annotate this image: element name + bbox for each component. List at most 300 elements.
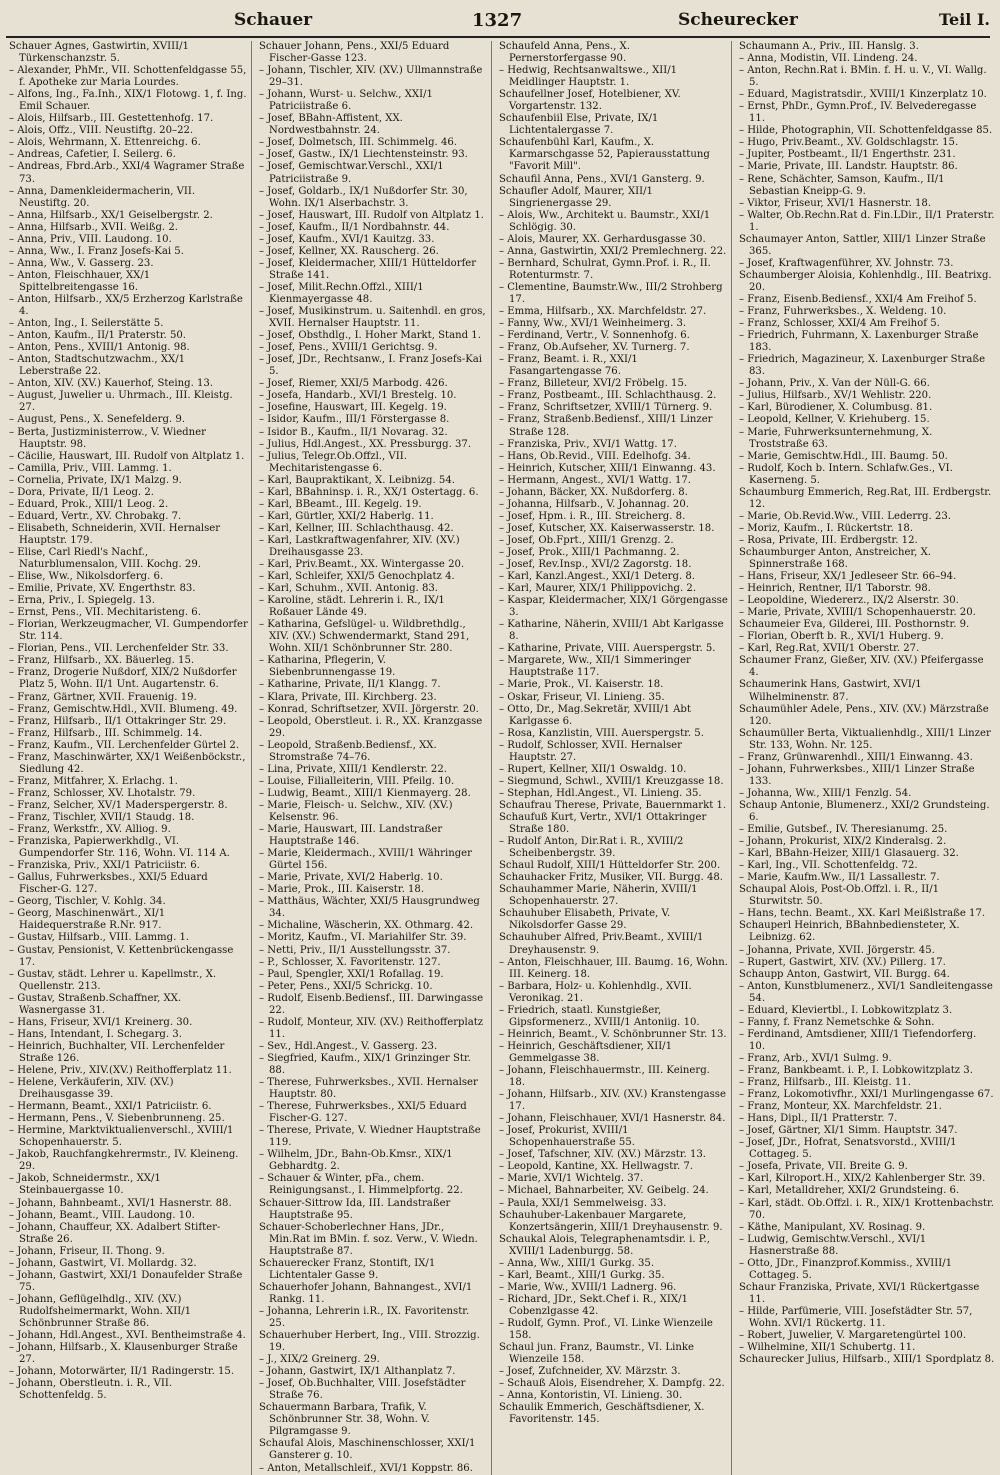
- directory-entry: – Josef, Gastw., IX/1 Liechtensteinstr. 93.: [259, 149, 468, 161]
- directory-entry: – Rupert, Gastwirt, XIV. (XV.) Pillerg. 17.: [739, 956, 946, 968]
- directory-entry: – Johann, Fleischhauer, XVI/1 Hasnerstr. 84.: [499, 1113, 726, 1125]
- directory-entry: – Josef, Kaufm., II/1 Nordbahnstr. 44.: [259, 221, 450, 233]
- directory-entry: – Karl, Kilroport.H., XIX/2 Kahlenberger Str. 39.: [739, 1173, 986, 1185]
- directory-entry: – Lina, Private, XIII/1 Kendlerstr. 22.: [259, 763, 447, 775]
- directory-entry: – Anna, Ww., V. Gasserg. 23.: [9, 257, 154, 269]
- directory-entry: – Paul, Spengler, XXI/1 Rofallag. 19.: [259, 968, 444, 980]
- directory-entry: – Marie, Kaufm.Ww., II/1 Lassallestr. 7.: [739, 872, 940, 884]
- directory-entry: – Anna, Hilfsarb., XVII. Weißg. 2.: [9, 221, 178, 233]
- directory-entry: – Franz, Hilfsarb., II/1 Ottakringer Str. 29.: [9, 715, 227, 727]
- directory-entry: Schaumann A., Priv., III. Hanslg. 3.: [739, 41, 919, 52]
- directory-entry: – Rudolf, Gymn. Prof., VI. Linke Wienzeile 158.: [499, 1317, 713, 1342]
- directory-entry: Schauerhuber Herbert, Ing., VIII. Strozzig. 19.: [259, 1330, 480, 1354]
- directory-entry: – Franz, Gärtner, XVII. Frauenig. 19.: [9, 691, 197, 703]
- directory-entry: – Moritz, Kaufm., VI. Mariahilfer Str. 39.: [259, 932, 467, 944]
- directory-entry: – Katharine, Näherin, XVIII/1 Abt Karlgasse 8.: [499, 619, 724, 643]
- directory-entry: – Rupert, Kellner, XII/1 Oswaldg. 10.: [499, 763, 687, 775]
- directory-entry: – Florian, Werkzeugmacher, VI. Gumpendorfer Str. 114.: [9, 619, 248, 643]
- directory-entry: – Karl, BBahn-Heizer, XIII/1 Glasauerg. 32.: [739, 848, 959, 860]
- directory-entry: – Johann, Bäcker, XX. Nußdorferg. 8.: [499, 486, 688, 498]
- directory-entry: – Georg, Tischler, V. Kohlg. 34.: [9, 896, 166, 908]
- directory-entry: – Franz, Beamt. i. R., XXI/1 Fasangartengasse 76.: [499, 354, 638, 378]
- directory-entry: – Katharina, Gefslügel- u. Wildbrethdlg., XIV. (XV.) Schwendermarkt, Stand 291, Wohn. XII/1 Schönbrunner Str. 280.: [259, 619, 470, 655]
- directory-entry: Schaufal Alois, Maschinenschlosser, XXI/1 Gansterer g. 10.: [259, 1438, 476, 1462]
- directory-entry: Schaumayer Anton, Sattler, XIII/1 Linzer Straße 365.: [739, 233, 986, 257]
- directory-entry: – Josef, Prok., XIII/1 Pachmanng. 2.: [499, 546, 680, 558]
- directory-entry: – Rudolf, Eisenb.Bediensf., III. Darwingasse 22.: [259, 992, 484, 1016]
- directory-entry: – Jupiter, Postbeamt., II/1 Engerthstr. 231.: [739, 149, 956, 161]
- page-number: 1327: [472, 10, 523, 31]
- directory-entry: – Hermann, Angest., XVI/1 Wattg. 17.: [499, 474, 692, 486]
- directory-entry: – Sev., Hdl.Angest., V. Gasserg. 23.: [259, 1040, 438, 1052]
- directory-entry: – Johanna, Hilfsarb., V. Johannag. 20.: [499, 498, 689, 510]
- directory-entry: – Karl, Metalldreher, XXI/2 Grundsteing. 6.: [739, 1185, 960, 1197]
- directory-entry: – Johann, Gastwirt, VI. Mollardg. 32.: [9, 1257, 197, 1269]
- directory-entry: Schauer-Sittrow Ida, III. Landstraßer Hauptstraße 95.: [259, 1197, 451, 1221]
- directory-entry: – Isidor, Kaufm., III/1 Förstergasse 8.: [259, 414, 450, 426]
- directory-entry: – Josefa, Private, VII. Breite G. 9.: [739, 1161, 908, 1173]
- directory-entry: Schauermann Barbara, Trafik, V. Schönbrunner Str. 38, Wohn. V. Pilgramgasse 9.: [259, 1402, 430, 1438]
- directory-entry: – Wilhelm, JDr., Bahn-Ob.Kmsr., XIX/1 Gebhardtg. 2.: [259, 1149, 453, 1173]
- directory-entry: – Netti, Priv., II/1 Ausstellungsstr. 37.: [259, 944, 451, 956]
- directory-entry: – Karoline, städt. Lehrerin i. R., IX/1 Roßauer Lände 49.: [259, 595, 445, 619]
- directory-entry: – Karl, Gürtler, XXI/2 Haberlg. 11.: [259, 510, 434, 522]
- directory-entry: – Johann, Prokurist, XIX/2 Kinderalsg. 2.: [739, 836, 947, 848]
- directory-entry: – Gustav, städt. Lehrer u. Kapellmstr., X. Quellenstr. 213.: [9, 968, 217, 992]
- directory-entry: – Franz, Schlosser, XV. Lhotalstr. 79.: [9, 787, 196, 799]
- directory-entry: – Josefa, Handarb., XVI/1 Brestelg. 10.: [259, 390, 457, 402]
- column-3: [496, 41, 732, 1475]
- directory-entry: – Katharine, Private, II/1 Klangg. 7.: [259, 679, 441, 691]
- directory-entry: – Rene, Schächter, Samson, Kaufm., II/1 Sebastian Kneipp-G. 9.: [739, 173, 945, 197]
- directory-entry: – Marie, Prok., III. Kaiserstr. 18.: [259, 884, 425, 896]
- directory-entry: – Karl, Schuhm., XVII. Antonig. 83.: [259, 583, 439, 595]
- directory-entry: – Katharina, Pflegerin, V. Siebenbrunnengasse 19.: [259, 655, 396, 679]
- directory-entry: – Alois, Maurer, XX. Gerhardusgasse 30.: [499, 233, 706, 245]
- directory-entry: – Josef, Ob.Buchhalter, VIII. Josefstädter Straße 76.: [259, 1378, 466, 1402]
- directory-entry: – Marie, Fuhrwerksunternehmung, X. Troststraße 63.: [739, 426, 933, 450]
- directory-entry: – Marie, Hauswart, III. Landstraßer Hauptstraße 146.: [259, 824, 443, 848]
- directory-entry: – Heinrich, Geschäftsdiener, XII/1 Gemmelgasse 38.: [499, 1040, 672, 1064]
- directory-entry: – Franz, Lokomotivfhr., XXI/1 Murlingengasse 67.: [739, 1089, 994, 1101]
- directory-entry: – Karl, Kanzl.Angest., XXI/1 Deterg. 8.: [499, 571, 696, 583]
- directory-entry: – Josef, Kellner, XX. Rauscherg. 26.: [259, 245, 439, 257]
- directory-entry: – Johann, Hdl.Angest., XVI. Bentheimstraße 4.: [9, 1330, 246, 1342]
- directory-entry: – Josefine, Hauswart, III. Kegelg. 19.: [259, 402, 447, 414]
- directory-entry: – Otto, Dr., Mag.Sekretär, XVIII/1 Abt Karlgasse 6.: [499, 703, 691, 727]
- directory-entry: – Anna, Priv., VIII. Laudong. 10.: [9, 233, 172, 245]
- directory-entry: – Rudolf Anton, Dir.Rat i. R., XVIII/2 Scheibenbergstr. 39.: [499, 836, 684, 860]
- directory-entry: – Karl, BBahninsp. i. R., XX/1 Ostertagg. 6.: [259, 486, 479, 498]
- directory-entry: Schaufenbiil Else, Private, IX/1 Lichtentalergasse 7.: [499, 113, 659, 137]
- directory-entry: – Josef, Dolmetsch, III. Schimmelg. 46.: [259, 137, 458, 149]
- header-first-entry: Schauer: [234, 10, 313, 30]
- directory-entry: Schauer-Schoberlechner Hans, JDr., Min.Rat im BMin. f. soz. Verw., V. Wiedn. Hauptstraße 87.: [259, 1221, 478, 1257]
- directory-entry: – Anna, Ww., XIII/1 Gurkg. 35.: [499, 1257, 655, 1269]
- directory-entry: Schaumerink Hans, Gastwirt, XVI/1 Wilhelminenstr. 87.: [739, 679, 922, 703]
- directory-entry: – Louise, Filialleiterin, VIII. Pfeilg. 10.: [259, 775, 455, 787]
- directory-entry: – Richard, JDr., Sekt.Chef i. R., XIX/1 Cobenzlgasse 42.: [499, 1293, 688, 1317]
- directory-entry: – Erna, Priv., I. Spiegelg. 13.: [9, 595, 155, 607]
- directory-entry: Schaulik Emmerich, Geschäftsdiener, X. Favoritenstr. 145.: [499, 1402, 705, 1426]
- directory-entry: – Ernst, Pens., VII. Mechitaristeng. 6.: [9, 607, 201, 619]
- directory-entry: – Isidor B., Kaufm., II/1 Novarag. 32.: [259, 426, 448, 438]
- directory-entry: – Johann, Hilfsarb., XIV. (XV.) Kranstengasse 17.: [499, 1089, 726, 1113]
- directory-entry: Schauhuber-Lakenbauer Margarete, Konzertsängerin, XIII/1 Dreyhausenstr. 9.: [499, 1209, 723, 1233]
- directory-entry: Schaupp Anton, Gastwirt, VII. Burgg. 64.: [739, 968, 950, 980]
- directory-entry: – Wilhelmine, XII/1 Schubertg. 11.: [739, 1342, 916, 1354]
- directory-entry: – Rosa, Private, III. Erdbergstr. 12.: [739, 534, 918, 546]
- directory-entry: – Rosa, Kanzlistin, VIII. Auerspergstr. 5.: [499, 727, 704, 739]
- directory-entry: – Anna, Hilfsarb., XX/1 Geiselbergstr. 2.: [9, 209, 213, 221]
- directory-entry: – Robert, Juwelier, V. Margaretengürtel 100.: [739, 1330, 967, 1342]
- directory-entry: – Johann, Wurst- u. Selchw., XXI/1 Patriciistraße 6.: [259, 89, 433, 113]
- directory-entry: – Michaline, Wäscherin, XX. Othmarg. 42.: [259, 920, 474, 932]
- directory-entry: – Josef, Obsthdlg., I. Hoher Markt, Stand 1.: [259, 330, 481, 342]
- directory-entry: – Franz, Maschinwärter, XX/1 Weißenböckstr., Siedlung 42.: [9, 751, 246, 775]
- directory-entry: – Ludwig, Beamt., XIII/1 Kienmayerg. 28.: [259, 787, 471, 799]
- directory-entry: Schaufuß Kurt, Vertr., XVI/1 Ottakringer Straße 180.: [499, 812, 707, 836]
- directory-entry: – Bernhard, Schulrat, Gymn.Prof. i. R., II. Rotenturmstr. 7.: [499, 257, 711, 281]
- directory-entry: – Alois, Offz., VIII. Neustiftg. 20–22.: [9, 125, 194, 137]
- directory-entry: – Elise, Carl Riedl's Nachf., Naturblumensalon, VIII. Kochg. 29.: [9, 546, 201, 571]
- directory-entry: – Karl, Reg.Rat, XVII/1 Oberstr. 27.: [739, 643, 920, 655]
- directory-entry: – Friedrich, Fuhrmann, X. Laxenburger Straße 183.: [739, 330, 979, 354]
- directory-entry: – Franz, Selcher, XV/1 Maderspergerstr. 8.: [9, 799, 228, 811]
- directory-entry: – Franz, Werkstfr., XV. Alliog. 9.: [9, 824, 171, 836]
- directory-entry: – Ferdinand, Amtsdiener, XIII/1 Tiefendorferg. 10.: [739, 1028, 977, 1052]
- directory-entry: – Franz, Drogerie Nußdorf, XIX/2 Nußdorfer Platz 5, Wohn. II/1 Unt. Augartenstr. 6.: [9, 667, 237, 691]
- directory-entry: – Johann, Beamt., VIII. Laudong. 10.: [9, 1209, 195, 1221]
- directory-entry: – Leopold, Kellner, V. Kriehuberg. 15.: [739, 414, 930, 426]
- directory-entry: – Anton, Metallschleif., XVI/1 Koppstr. 86.: [259, 1462, 473, 1474]
- directory-entry: – Rudolf, Monteur, XIV. (XV.) Reithofferplatz 11.: [259, 1016, 484, 1040]
- directory-entry: – Julius, Hilfsarb., XV/1 Wehlistr. 220.: [739, 390, 932, 402]
- volume-label: Teil I.: [938, 10, 990, 29]
- directory-entry: Schaufellner Josef, Hotelbiener, XV. Vorgartenstr. 132.: [499, 89, 681, 113]
- directory-entry: Schaufil Anna, Pens., XVI/1 Gansterg. 9.: [499, 173, 705, 185]
- directory-entry: – Franz, Kaufm., VII. Lerchenfelder Gürtel 2.: [9, 739, 240, 751]
- directory-entry: – Alfons, Ing., Fa.Inh., XIX/1 Flotowg. 1, f. Ing. Emil Schauer.: [9, 89, 247, 113]
- directory-entry: – Konrad, Schriftsetzer, XVII. Jörgerstr. 20.: [259, 703, 479, 715]
- directory-entry: – Karl, städt. Ob.Offzl. i. R., XIX/1 Krottenbachstr. 70.: [739, 1197, 994, 1221]
- directory-entry: – Moriz, Kaufm., I. Rückertstr. 18.: [739, 522, 913, 534]
- directory-entry: – Gallus, Fuhrwerksbes., XXI/5 Eduard Fischer-G. 127.: [9, 872, 208, 896]
- directory-entry: – Peter, Pens., XXI/5 Schrickg. 10.: [259, 980, 433, 992]
- directory-entry: – Dora, Private, II/1 Leog. 2.: [9, 486, 154, 498]
- directory-entry: – Josef, Riemer, XXI/5 Marbodg. 426.: [259, 378, 448, 390]
- directory-entry: – Karl, Baupraktikant, X. Leibnizg. 54.: [259, 474, 455, 486]
- directory-entry: Schaupal Alois, Post-Ob.Offzl. i. R., II/1 Sturwitstr. 50.: [739, 884, 940, 908]
- directory-entry: – Alois, Hilfsarb., III. Gestettenhofg. 17.: [9, 113, 214, 125]
- directory-entry: – Josef, Kraftwagenführer, XV. Johnstr. 73.: [739, 257, 954, 269]
- directory-entry: – August, Juwelier u. Uhrmach., III. Kleistg. 27.: [9, 390, 233, 414]
- directory-entry: – Eduard, Prok., XIII/1 Leog. 2.: [9, 498, 169, 510]
- directory-entry: – Rudolf, Schlosser, XVII. Hernalser Hauptstr. 27.: [499, 739, 682, 763]
- directory-entry: – Hans, techn. Beamt., XX. Karl Meißlstraße 17.: [739, 908, 986, 920]
- directory-entry: Schaukal Alois, Telegraphenamtsdir. i. P., XVIII/1 Ladenburgg. 58.: [499, 1233, 710, 1257]
- directory-entry: Schaup Antonie, Blumenerz., XXI/2 Grundsteing. 6.: [739, 799, 990, 823]
- directory-entry: – Karl, Ing., VII. Schottenfeldg. 72.: [739, 860, 918, 872]
- directory-entry: – Johann, Tischler, XIV. (XV.) Ullmannstraße 29–31.: [259, 65, 483, 89]
- directory-entry: Schauhuber Elisabeth, Private, V. Nikolsdorfer Gasse 29.: [499, 908, 671, 932]
- directory-entry: – Andreas, Cafetier, I. Seilerg. 6.: [9, 149, 176, 161]
- directory-entry: Schauhammer Marie, Näherin, XVIII/1 Schopenhauerstr. 27.: [499, 884, 698, 908]
- directory-entry: – Johanna, Private, XVII. Jörgerstr. 45.: [739, 944, 935, 956]
- directory-entry: – Stephan, Hdl.Angest., VI. Linieng. 35.: [499, 787, 702, 799]
- directory-entry: – Marie, Private, XVIII/1 Schopenhauerstr. 20.: [739, 607, 976, 619]
- directory-entry: Schaumberger Aloisia, Kohlenhdlg., III. Beatrixg. 20.: [739, 269, 992, 293]
- directory-entry: – Hermann, Pens., V. Siebenbrunneng. 25.: [9, 1113, 225, 1125]
- directory-entry: – Josef, Goldarb., IX/1 Nußdorfer Str. 30, Wohn. IX/1 Alserbachstr. 3.: [259, 185, 468, 209]
- directory-entry: – Franz, Ob.Aufseher, XV. Turnerg. 7.: [499, 342, 690, 354]
- directory-entry: – Franz, Postbeamt., III. Schlachthausg. 2.: [499, 390, 717, 402]
- directory-entry: – Johann, Gastwirt, XXI/1 Donaufelder Straße 75.: [9, 1269, 243, 1293]
- directory-entry: – Anton, Pens., XVIII/1 Antonig. 98.: [9, 342, 190, 354]
- directory-entry: – Fanny, Ww., XVI/1 Weinheimerg. 3.: [499, 318, 687, 330]
- directory-entry: – Karl, Schleifer, XXI/5 Genochplatz 4.: [259, 571, 455, 583]
- directory-entry: – Therese, Fuhrwerksbes., XXI/5 Eduard Fischer-G. 127.: [259, 1101, 467, 1125]
- page-header: [6, 8, 990, 38]
- directory-entry: – Ludwig, Gemischtw.Verschl., XVI/1 Hasnerstraße 88.: [739, 1233, 927, 1257]
- directory-entry: – Gustav, Pensionist, V. Kettenbrückengasse 17.: [9, 944, 234, 968]
- directory-entry: – Johann, Hilfsarb., X. Klausenburger Straße 27.: [9, 1342, 238, 1366]
- directory-entry: – Kaspar, Kleidermacher, XIX/1 Görgengasse 3.: [499, 595, 728, 619]
- directory-entry: – Franz, Billeteur, XVI/2 Fröbelg. 15.: [499, 378, 688, 390]
- directory-entry: – Hans, Friseur, XVI/1 Kreinerg. 30.: [9, 1016, 193, 1028]
- directory-entry: – Paula, XXI/1 Semmelweisg. 33.: [499, 1197, 667, 1209]
- directory-entry: – Franz, Grünwarenhdl., XIII/1 Einwanng. 43.: [739, 751, 973, 763]
- directory-entry: – Emilie, Private, XV. Engerthstr. 83.: [9, 583, 196, 595]
- directory-entry: – Hermann, Beamt., XXI/1 Patriciistr. 6.: [9, 1101, 212, 1113]
- directory-entry: – Eduard, Kleviertbl., I. Lobkowitzplatz 3.: [739, 1004, 953, 1016]
- directory-entry: – Franziska, Papierwerkhdlg., VI. Gumpendorfer Str. 116, Wohn. VI. 114 A.: [9, 836, 230, 860]
- directory-entry: – Franz, Fuhrwerksbes., X. Weldeng. 10.: [739, 306, 947, 318]
- directory-entry: – Cäcilie, Hauswart, III. Rudolf von Altplatz 1.: [9, 450, 245, 462]
- directory-entry: – Emma, Hilfsarb., XX. Marchfeldstr. 27.: [499, 306, 707, 318]
- directory-entry: – Anna, Modistin, VII. Lindeng. 24.: [739, 53, 918, 65]
- directory-entry: – Hermine, Marktviktualienverschl., XVIII/1 Schopenhauerstr. 5.: [9, 1125, 234, 1149]
- directory-entry: – Franz, Gemischtw.Hdl., XVII. Blumeng. 49.: [9, 703, 238, 715]
- directory-entry: – August, Pens., X. Senefelderg. 9.: [9, 414, 185, 426]
- directory-entry: – Florian, Oberft b. R., XVI/1 Huberg. 9.: [739, 631, 944, 643]
- directory-entry: – Franz, Schriftsetzer, XVIII/1 Türnerg. 9.: [499, 402, 713, 414]
- directory-entry: – Johanna, Lehrerin i.R., IX. Favoritenstr. 25.: [259, 1305, 470, 1329]
- directory-entry: – Therese, Private, V. Wiedner Hauptstraße 119.: [259, 1125, 481, 1149]
- directory-entry: – Franz, Monteur, XX. Marchfeldstr. 21.: [739, 1101, 942, 1113]
- directory-entry: – Eduard, Magistratsdir., XVIII/1 Kinzerplatz 10.: [739, 89, 987, 101]
- directory-entry: – Josef, Gärtner, XI/1 Simm. Hauptstr. 347.: [739, 1125, 958, 1137]
- directory-entry: – Hans, Friseur, XX/1 Jedleseer Str. 66–94.: [739, 571, 957, 583]
- directory-entry: – Heinrich, Beamt., V. Schönbrunner Str. 13.: [499, 1028, 727, 1040]
- directory-entry: – Anton, Fleischhauer, III. Baumg. 16, Wohn. III. Keinerg. 18.: [499, 956, 728, 980]
- column-2: [256, 41, 492, 1475]
- directory-entry: – Heinrich, Rentner, II/1 Taborstr. 98.: [739, 583, 931, 595]
- directory-entry: Schauer Johann, Pens., XXI/5 Eduard Fischer-Gasse 123.: [259, 41, 450, 65]
- directory-entry: Schaufeld Anna, Pens., X. Pernerstorfergasse 90.: [499, 41, 630, 65]
- directory-entry: – Hugo, Priv.Beamt., XV. Goldschlagstr. 15.: [739, 137, 959, 149]
- directory-entry: – Josef, Zufchneider, XV. Märzstr. 3.: [499, 1366, 681, 1378]
- directory-entry: Schaufenbühl Karl, Kaufm., X. Karmarschgasse 52, Papierausstattung "Favorit Mill".: [499, 137, 710, 173]
- directory-entry: Schaumühler Adele, Pens., XIV. (XV.) Märzstraße 120.: [739, 703, 989, 727]
- directory-entry: – Jakob, Schneidermstr., XX/1 Steinbauergasse 10.: [9, 1173, 161, 1197]
- directory-entry: – Franz, Tischler, XVII/1 Staudg. 18.: [9, 812, 195, 823]
- directory-entry: Schauhacker Fritz, Musiker, VII. Burgg. 48.: [499, 872, 724, 884]
- directory-entry: – Karl, BBeamt., III. Kegelg. 19.: [259, 498, 422, 510]
- directory-entry: – Karl, Lastkraftwagenfahrer, XIV. (XV.) Dreihausgasse 23.: [259, 534, 460, 558]
- directory-entry: – P., Schlosser, X. Favoritenstr. 127.: [259, 956, 441, 968]
- directory-entry: – Klara, Private, III. Kirchberg. 23.: [259, 691, 437, 703]
- directory-entry: – Hilde, Parfümerie, VIII. Josefstädter Str. 57, Wohn. XVI/1 Rückertg. 11.: [739, 1305, 973, 1329]
- directory-entry: – Hans, Intendant, I. Schegarg. 3.: [9, 1028, 182, 1040]
- directory-entry: – Josef, Tafschner, XIV. (XV.) Märzstr. 13.: [499, 1149, 707, 1161]
- directory-entry: – Clementine, Baumstr.Ww., III/2 Strohberg 17.: [499, 281, 723, 305]
- directory-entry: – Siegmund, Schwl., XVIII/1 Kreuzgasse 18.: [499, 775, 724, 787]
- directory-entry: – Johann, Motorwärter, II/1 Radingerstr. 15.: [9, 1366, 235, 1378]
- directory-entry: – Johann, Friseur, II. Thong. 9.: [9, 1245, 165, 1257]
- directory-entry: – Franz, Arb., XVI/1 Sulmg. 9.: [739, 1052, 892, 1064]
- directory-entry: – Johann, Fleischhauermstr., III. Keinerg. 18.: [499, 1064, 710, 1089]
- directory-entry: – Josef, Rev.Insp., XVI/2 Zagorstg. 18.: [499, 559, 692, 571]
- directory-entry: – Anton, Hilfsarb., XX/5 Erzherzog Karlstraße 4.: [9, 293, 243, 318]
- directory-entry: – Heinrich, Kutscher, XIII/1 Einwanng. 43.: [499, 462, 716, 474]
- directory-entry: – Franz, Hilfsarb., XX. Bäuerleg. 15.: [9, 655, 195, 667]
- directory-entry: – Walter, Ob.Rechn.Rat d. Fin.LDir., II/1 Praterstr. 1.: [739, 209, 995, 233]
- directory-entry: – Josef, Pens., XVIII/1 Gerichtsg. 9.: [259, 342, 438, 354]
- directory-entry: – Anna, Gastwirtin, XXI/2 Premlechnerg. 22.: [499, 245, 727, 257]
- directory-entry: – Elisabeth, Schneiderin, XVII. Hernalser Hauptstr. 179.: [9, 522, 221, 546]
- directory-entry: – Anton, Stadtschutzwachm., XX/1 Leberstraße 22.: [9, 354, 186, 378]
- directory-entry: – Josef, Hpm. i. R., III. Streicherg. 8.: [499, 510, 686, 522]
- directory-entry: Schaumer Franz, Gießer, XIV. (XV.) Pfeifergasse 4.: [739, 655, 984, 679]
- directory-entry: – Viktor, Friseur, XVI/1 Hasnerstr. 18.: [739, 197, 932, 209]
- directory-entry: – Marie, Prok., VI. Kaiserstr. 18.: [499, 679, 664, 691]
- directory-entry: – Marie, Gemischtw.Hdl., III. Baumg. 50.: [739, 450, 948, 462]
- directory-entry: – Alois, Wehrmann, X. Ettenreichg. 6.: [9, 137, 201, 149]
- directory-entry: – Julius, Hdl.Angest., XX. Pressburgg. 37.: [259, 438, 472, 450]
- directory-entry: – Franz, Hilfsarb., III. Kleistg. 11.: [739, 1077, 911, 1089]
- directory-entry: – Hilde, Photographin, VII. Schottenfeldgasse 85.: [739, 125, 993, 137]
- directory-entry: – Berta, Justizministerrow., V. Wiedner Hauptstr. 98.: [9, 426, 206, 450]
- directory-entry: – Johann, Gastwirt, IX/1 Althanplatz 7.: [259, 1366, 456, 1378]
- directory-entry: – Marie, Ww., XVIII/1 Ladnerg. 96.: [499, 1281, 677, 1293]
- directory-entry: – Fanny, f. Franz Nemetschke & Sohn.: [739, 1016, 935, 1028]
- directory-entry: Schaufler Adolf, Maurer, XII/1 Singrienergasse 29.: [499, 185, 653, 209]
- directory-entry: – Anton, Kaufm., II/1 Praterstr. 50.: [9, 330, 187, 342]
- directory-entry: – Jakob, Rauchfangkehrermstr., IV. Kleineng. 29.: [9, 1149, 239, 1173]
- directory-entry: – Therese, Fuhrwerksbes., XVII. Hernalser Hauptstr. 80.: [259, 1077, 478, 1101]
- directory-entry: Schaur Franziska, Private, XVI/1 Rückertgasse 11.: [739, 1281, 980, 1305]
- directory-entry: – Johann, Bahnbeamt., XVI/1 Hasnerstr. 88.: [9, 1197, 232, 1209]
- directory-entry: – Franz, Mitfahrer, X. Erlachg. 1.: [9, 775, 178, 787]
- directory-entry: – Karl, Priv.Beamt., XX. Wintergasse 20.: [259, 559, 465, 571]
- directory-entry: – Josef, Kutscher, XX. Kaiserwasserstr. 18.: [499, 522, 715, 534]
- directory-entry: – Josef, JDr., Rechtsanw., I. Franz Josefs-Kai 5.: [259, 354, 483, 378]
- directory-entry: – Franz, Straßenb.Bediensf., XIII/1 Linzer Straße 128.: [499, 414, 713, 438]
- directory-entry: – Gustav, Hilfsarb., VIII. Lammg. 1.: [9, 932, 190, 944]
- directory-entry: – Hedwig, Rechtsanwaltswe., XII/1 Meidlinger Hauptstr. 1.: [499, 65, 678, 89]
- directory-entry: – Anna, Ww., I. Franz Josefs-Kai 5.: [9, 245, 184, 257]
- directory-entry: – Leopoldine, Wiedererz., IX/2 Alserstr. 30.: [739, 595, 959, 607]
- directory-entry: – Florian, Pens., VII. Lerchenfelder Str. 33.: [9, 643, 229, 655]
- directory-entry: – Helene, Priv., XIV.(XV.) Reithofferplatz 11.: [9, 1064, 232, 1076]
- directory-entry: – Katharine, Private, VIII. Auerspergstr. 5.: [499, 643, 716, 655]
- directory-entry: – Hans, Dipl., II/1 Pratterstr. 7.: [739, 1113, 898, 1125]
- directory-entry: – Marie, Private, III. Landstr. Hauptstr. 86.: [739, 161, 958, 173]
- directory-entry: – Siegfried, Kaufm., XIX/1 Grinzinger Str. 88.: [259, 1052, 471, 1076]
- directory-entry: – Schauer & Winter, pFa., chem. Reinigungsanst., I. Himmelpfortg. 22.: [259, 1173, 463, 1197]
- directory-entry: – Ernst, PhDr., Gymn.Prof., IV. Belvederegasse 11.: [739, 101, 977, 125]
- directory-entry: – Ferdinand, Vertr., V. Sonnenhofg. 6.: [499, 330, 690, 342]
- directory-entry: – Elise, Ww., Nikolsdorferg. 6.: [9, 571, 164, 583]
- directory-entry: Schauerhofer Johann, Bahnangest., XVI/1 Rankg. 11.: [259, 1281, 473, 1305]
- directory-entry: – Anton, Ing., I. Seilerstätte 5.: [9, 318, 164, 330]
- directory-entry: – Marie, XVI/1 Wichtelg. 37.: [499, 1173, 644, 1185]
- directory-entry: Schauhuber Alfred, Priv.Beamt., XVIII/1 Dreyhausenstr. 9.: [499, 932, 704, 956]
- directory-entry: Schauperl Heinrich, BBahnbediensteter, X. Leibnizg. 62.: [739, 920, 960, 944]
- directory-entry: – Karl, Kellner, III. Schlachthausg. 42.: [259, 522, 454, 534]
- directory-entry: – Margarete, Ww., XII/1 Simmeringer Hauptstraße 117.: [499, 655, 691, 679]
- directory-entry: – Heinrich, Buchhalter, VII. Lerchenfelder Straße 126.: [9, 1040, 225, 1064]
- directory-entry: – Oskar, Friseur, VI. Linieng. 35.: [499, 691, 665, 703]
- directory-entry: Schaumburg Emmerich, Reg.Rat, III. Erdbergstr. 12.: [739, 486, 992, 510]
- directory-entry: – Alexander, PhMr., VII. Schottenfeldgasse 55, f. Apotheke zur Maria Lourdes.: [9, 65, 247, 89]
- directory-entry: – Josef, Kaufm., XVI/1 Kauitzg. 33.: [259, 233, 435, 245]
- directory-entry: – Leopold, Oberstleut. i. R., XX. Kranzgasse 29.: [259, 715, 483, 739]
- directory-entry: – Anton, XIV. (XV.) Kauerhof, Steing. 13.: [9, 378, 214, 390]
- directory-entry: Schaumburger Anton, Anstreicher, X. Spinnerstraße 168.: [739, 546, 931, 571]
- directory-entry: – Johanna, Ww., XIII/1 Fenzlg. 54.: [739, 787, 912, 799]
- directory-entry: Schauerecker Franz, Stontift, IX/1 Lichtentaler Gasse 9.: [259, 1257, 436, 1281]
- directory-entry: – Andreas, Fbrd.Arb., XXI/4 Wagramer Straße 73.: [9, 161, 245, 185]
- directory-entry: – Johann, Chauffeur, XX. Adalbert Stifter-Straße 26.: [9, 1221, 221, 1245]
- directory-entry: – Josef, Prokurist, XVIII/1 Schopenhauerstraße 55.: [499, 1125, 635, 1149]
- directory-entry: – Franz, Schlosser, XXI/4 Am Freihof 5.: [739, 318, 940, 330]
- directory-entry: – Karl, Maurer, XIX/1 Philippovichg. 2.: [499, 583, 697, 595]
- directory-entry: – Karl, Beamt., XIII/1 Gurkg. 35.: [499, 1269, 665, 1281]
- directory-entry: – Anton, Rechn.Rat i. BMin. f. H. u. V., VI. Wallg. 5.: [739, 65, 987, 89]
- directory-entry: – Josef, Gemischtwar.Verschl., XXI/1 Patriciistraße 9.: [259, 161, 444, 185]
- directory-entry: – Eduard, Vertr., XV. Chrobakg. 7.: [9, 510, 182, 522]
- directory-entry: Schauer Agnes, Gastwirtin, XVIII/1 Türkenschanzstr. 5.: [9, 41, 189, 65]
- directory-entry: Schaul Rudolf, XIII/1 Hütteldorfer Str. 200.: [499, 860, 721, 872]
- directory-entry: – Leopold, Kantine, XX. Hellwagstr. 7.: [499, 1161, 694, 1173]
- directory-entry: – Josef, Milit.Rechn.Offzl., XIII/1 Kienmayergasse 48.: [259, 281, 424, 305]
- directory-entry: – Marie, Kleidermach., XVIII/1 Währinger Gürtel 156.: [259, 848, 472, 872]
- directory-entry: – Franz, Bankbeamt. i. P., I. Lobkowitzplatz 3.: [739, 1064, 973, 1076]
- directory-entry: – Friedrich, staatl. Kunstgießer, Gipsformenerz., XVIII/1 Antoniig. 10.: [499, 1004, 700, 1028]
- directory-entry: – Johann, Fuhrwerksbes., XIII/1 Linzer Straße 133.: [739, 763, 975, 787]
- columns: [6, 41, 995, 1474]
- directory-entry: – Marie, Fleisch- u. Selchw., XIV. (XV.) Kelsenstr. 96.: [259, 799, 453, 823]
- directory-entry: – Josef, Musikinstrum. u. Saitenhdl. en gros, XVII. Hernalser Hauptstr. 11.: [259, 306, 486, 330]
- directory-entry: – Marie, Private, XVI/2 Haberlg. 10.: [259, 872, 443, 884]
- directory-entry: – J., XIX/2 Greinerg. 29.: [259, 1354, 380, 1366]
- directory-entry: – Julius, Telegr.Ob.Offzl., VII. Mechitaristengasse 6.: [259, 450, 407, 474]
- directory-entry: – Emilie, Gutsbef., IV. Theresianumg. 25.: [739, 824, 948, 836]
- directory-entry: – Franz, Hilfsarb., III. Schimmelg. 14.: [9, 727, 203, 739]
- directory-entry: Schaul jun. Franz, Baumstr., VI. Linke Wienzeile 158.: [499, 1342, 694, 1366]
- column-4: [736, 41, 998, 1475]
- directory-entry: – Johann, Priv., X. Van der Nüll-G. 66.: [739, 378, 930, 390]
- header-last-entry: Scheurecker: [678, 10, 798, 30]
- directory-entry: – Camilla, Priv., VIII. Lammg. 1.: [9, 462, 172, 474]
- directory-entry: – Schauß Alois, Eisendreher, X. Dampfg. 22.: [499, 1378, 725, 1390]
- directory-entry: – Rudolf, Koch b. Intern. Schlafw.Ges., VI. Kaserneng. 5.: [739, 462, 953, 486]
- directory-entry: Schaumeier Eva, Gilderei, III. Posthornstr. 9.: [739, 619, 970, 631]
- directory-entry: – Gustav, Straßenb.Schaffner, XX. Wasnergasse 31.: [9, 992, 182, 1016]
- directory-entry: – Otto, JDr., Finanzprof.Kommiss., XVIII/1 Cottageg. 5.: [739, 1257, 953, 1281]
